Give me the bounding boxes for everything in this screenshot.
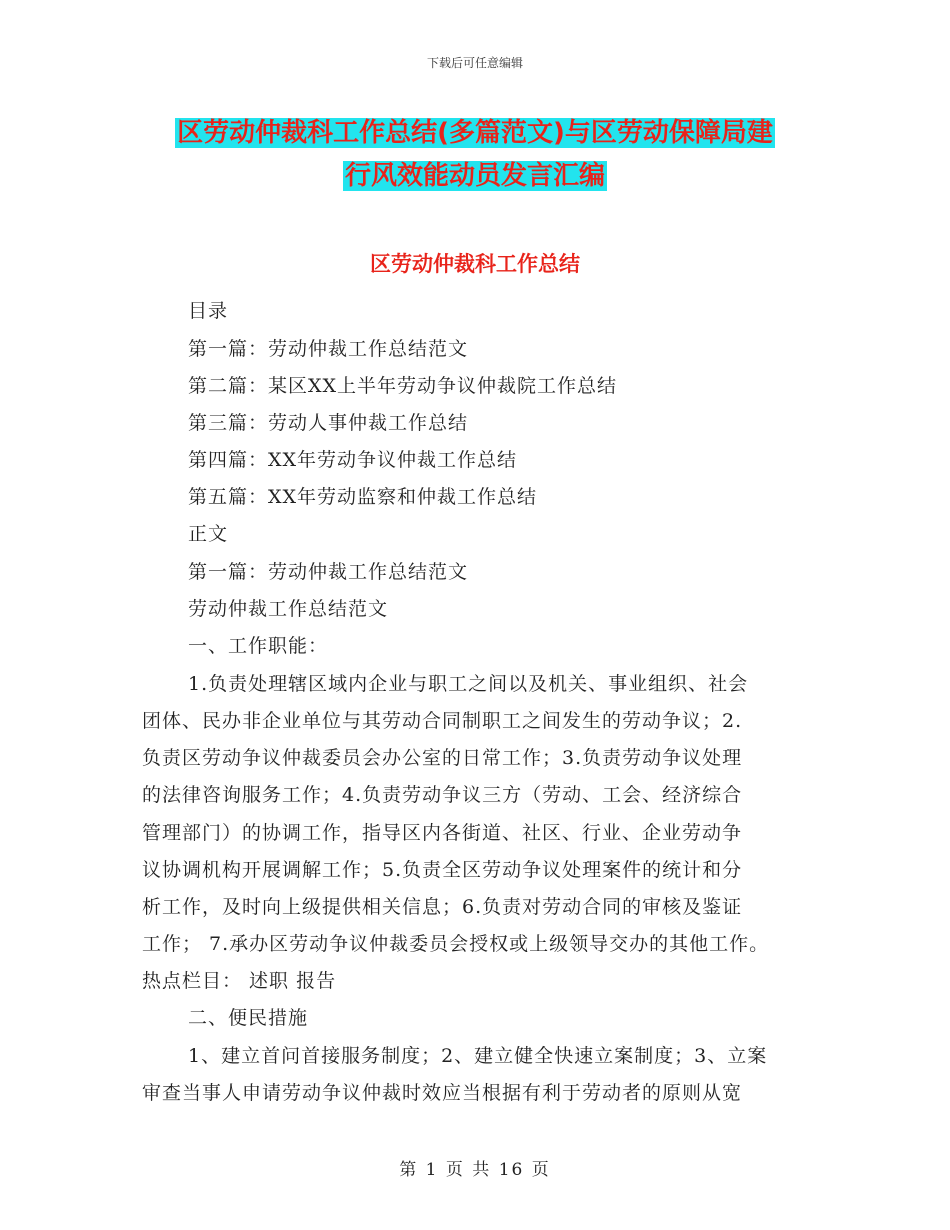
- paragraph-line: 的法律咨询服务工作；4.负责劳动争议三方（劳动、工会、经济综合: [142, 784, 743, 806]
- paragraph-line: 工作； 7.承办区劳动争议仲裁委员会授权或上级领导交办的其他工作。: [142, 933, 770, 955]
- paragraph-line: 议协调机构开展调解工作；5.负责全区劳动争议处理案件的统计和分: [142, 859, 743, 881]
- paragraph-line: 审查当事人申请劳动争议仲裁时效应当根据有利于劳动者的原则从宽: [142, 1082, 743, 1104]
- body-heading-zhengwen: 正文: [188, 523, 229, 545]
- toc-item: 第三篇：劳动人事仲裁工作总结: [188, 412, 469, 434]
- document-title-line-1: [0, 112, 950, 149]
- toc-item: 第一篇：劳动仲裁工作总结范文: [188, 338, 469, 360]
- article-title: 劳动仲裁工作总结范文: [188, 598, 389, 620]
- toc-item: 第二篇：某区XX上半年劳动争议仲裁院工作总结: [188, 375, 618, 397]
- document-title-text-2: 行风效能动员发言汇编: [344, 161, 605, 191]
- toc-item: 第五篇：XX年劳动监察和仲裁工作总结: [188, 486, 538, 508]
- heading-work-functions: 一、工作职能：: [188, 635, 329, 657]
- heading-convenience-measures: 二、便民措施: [188, 1007, 309, 1029]
- toc-item: 第四篇：XX年劳动争议仲裁工作总结: [188, 449, 518, 471]
- paragraph-line: 1.负责处理辖区域内企业与职工之间以及机关、事业组织、社会: [188, 673, 749, 695]
- paragraph-line: 团体、民办非企业单位与其劳动合同制职工之间发生的劳动争议；2.: [142, 710, 743, 732]
- section-title: 第一篇：劳动仲裁工作总结范文: [188, 561, 469, 583]
- section-subtitle: 区劳动仲裁科工作总结: [370, 252, 580, 276]
- paragraph-line: 1、建立首问首接服务制度；2、建立健全快速立案制度；3、立案: [188, 1045, 768, 1067]
- paragraph-line: 管理部门）的协调工作，指导区内各街道、社区、行业、企业劳动争: [142, 822, 743, 844]
- header-note: 下载后可任意编辑: [426, 56, 523, 70]
- document-title-line-2: [0, 155, 950, 192]
- paragraph-line: 负责区劳动争议仲裁委员会办公室的日常工作；3.负责劳动争议处理: [142, 747, 743, 769]
- paragraph-line: 析工作，及时向上级提供相关信息；6.负责对劳动合同的审核及鉴证: [142, 896, 743, 918]
- document-title-text-1: 区劳动仲裁科工作总结(多篇范文)与区劳动保障局建: [177, 118, 773, 148]
- toc-heading: 目录: [188, 300, 229, 322]
- hot-column-line: 热点栏目： 述职 报告: [142, 970, 337, 992]
- page-footer: 第 1 页 共 16 页: [399, 1160, 551, 1180]
